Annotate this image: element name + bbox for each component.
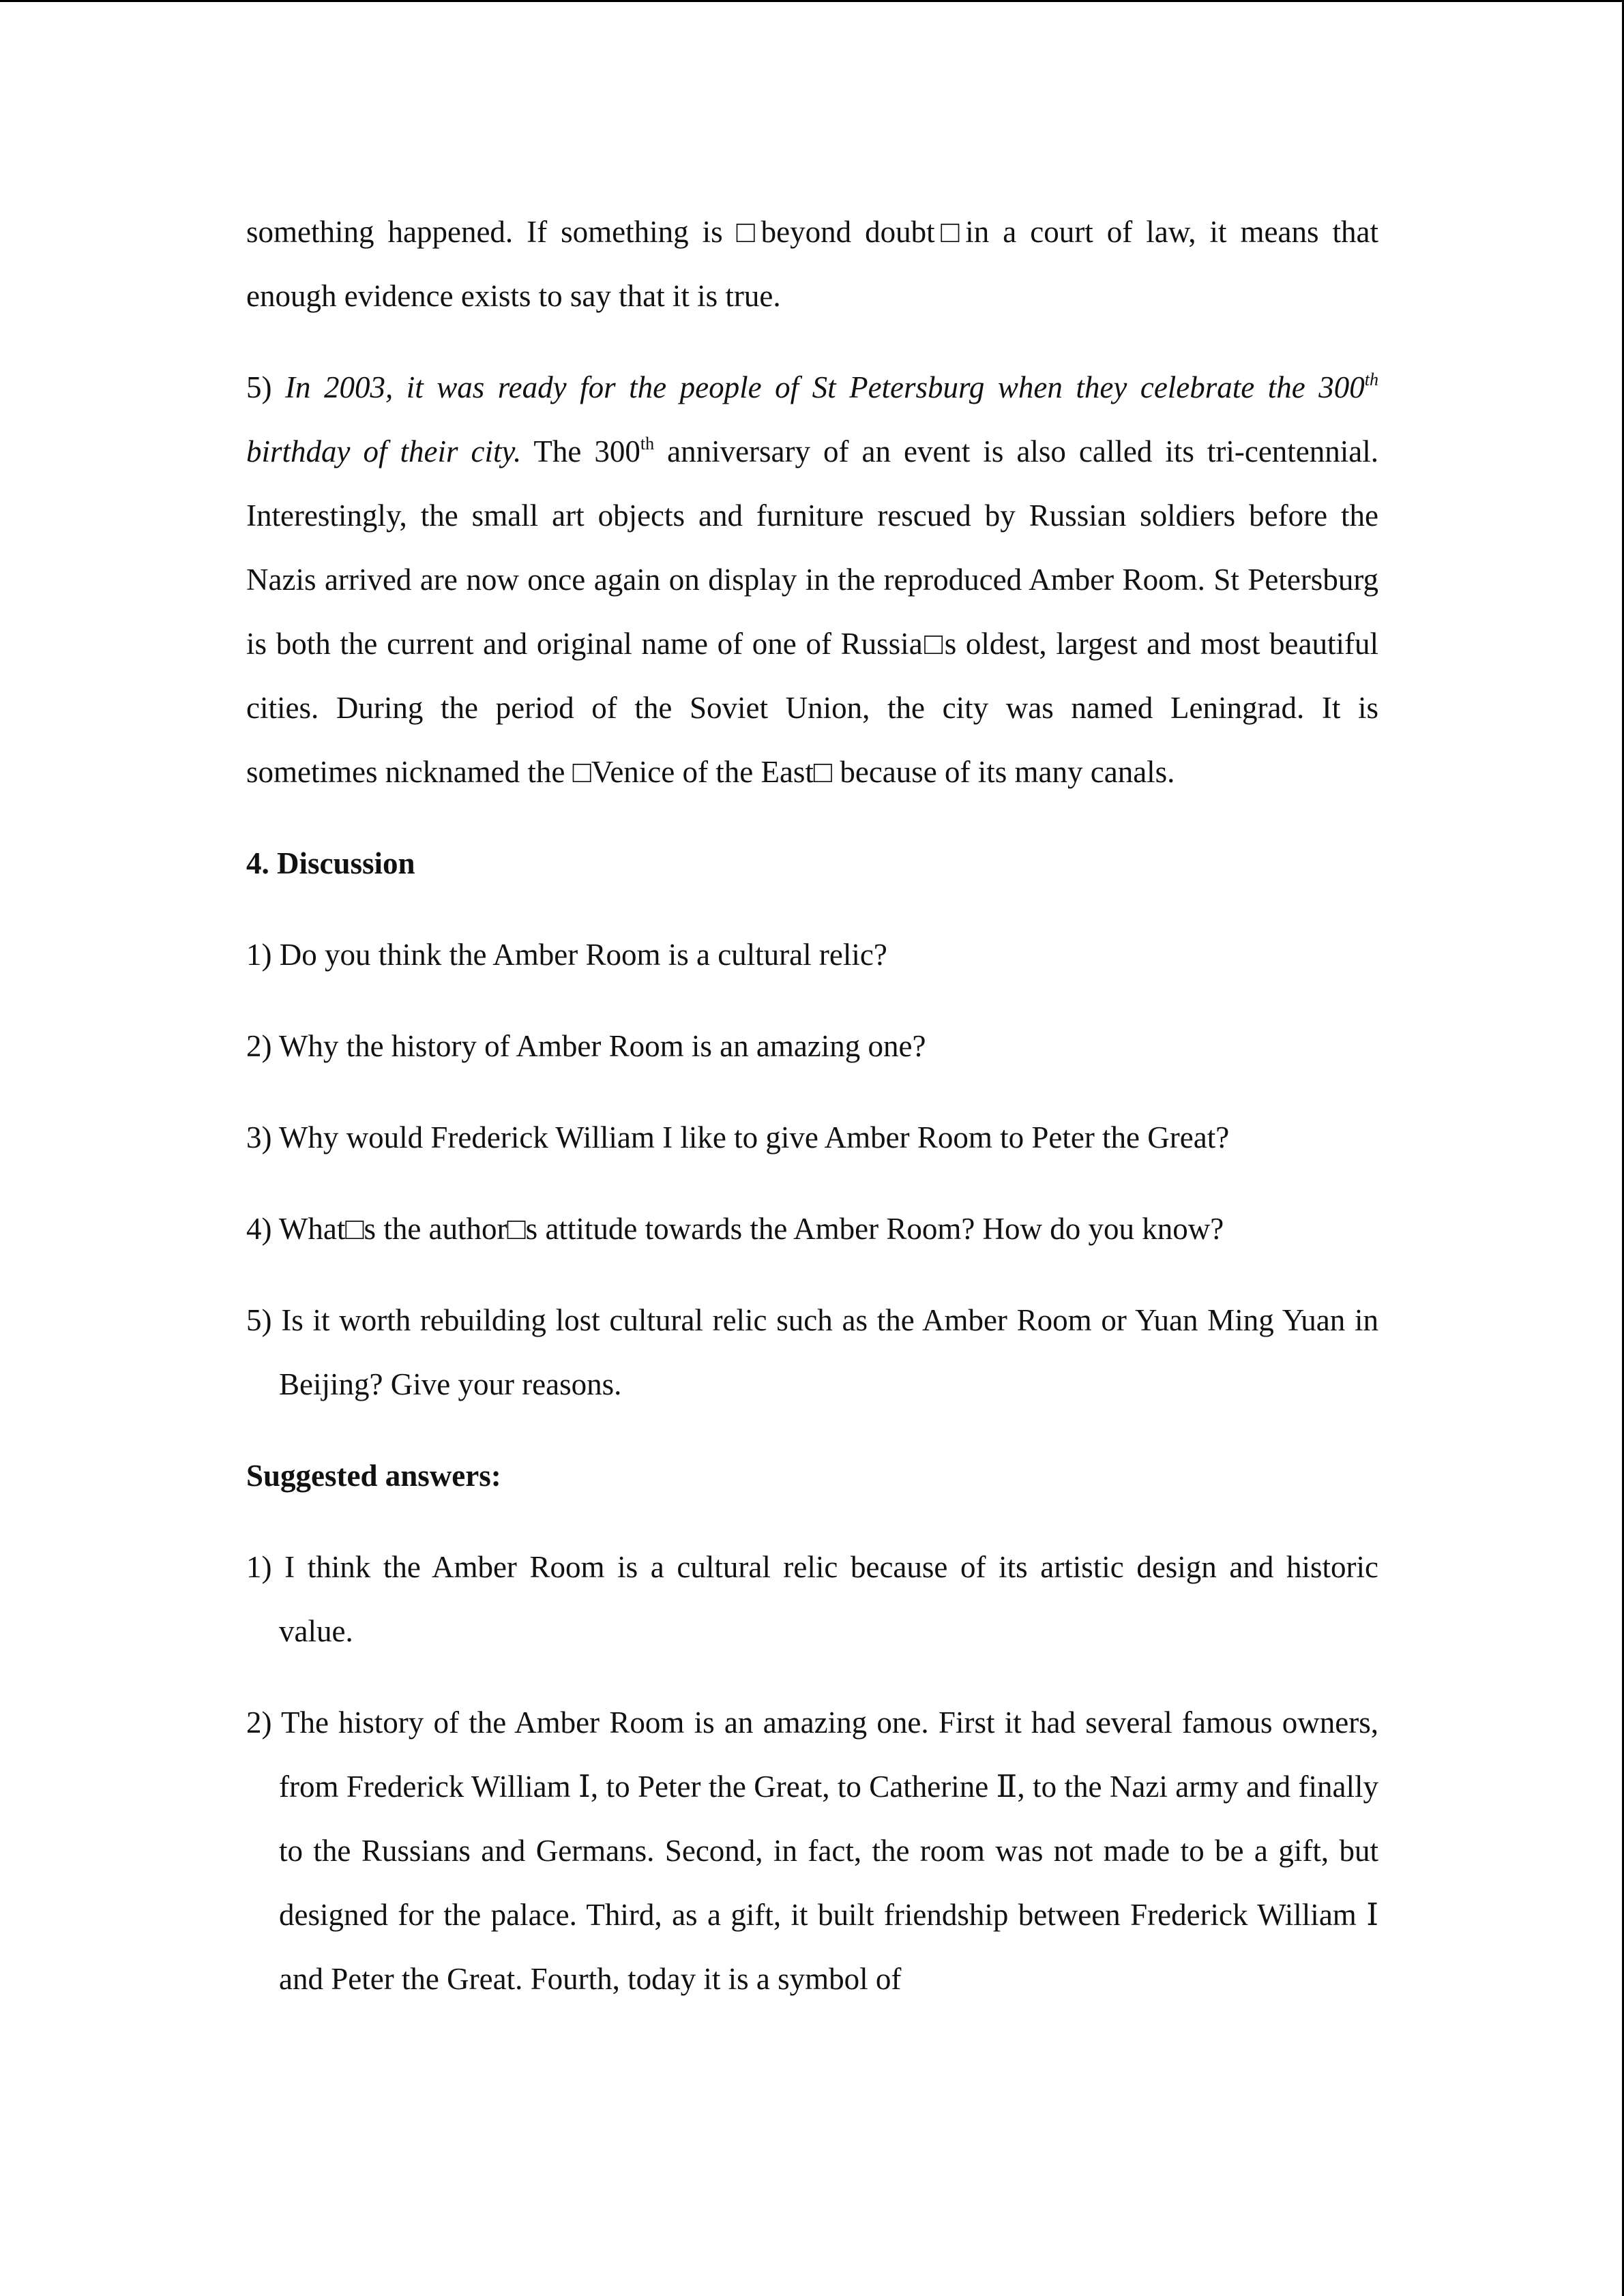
explanation-text: The 300 bbox=[521, 434, 640, 468]
suggested-answer-1: 1) I think the Amber Room is a cultural relic because of its artistic design and historic value. bbox=[246, 1550, 1378, 1648]
discussion-question-5: 5) Is it worth rebuilding lost cultural relic such as the Amber Room or Yuan Ming Yuan in Beijing? Give your reasons. bbox=[246, 1303, 1378, 1401]
quote-superscript: th bbox=[1364, 370, 1378, 389]
discussion-question-2: 2) Why the history of Amber Room is an amazing one? bbox=[246, 1029, 926, 1063]
discussion-question-1: 1) Do you think the Amber Room is a cultural relic? bbox=[246, 938, 887, 972]
quote-text: In 2003, it was ready for the people of St Petersburg when they celebrate the 300 bbox=[285, 370, 1365, 404]
quote-text-end: birthday of their city. bbox=[246, 434, 522, 468]
suggested-answers-heading: Suggested answers: bbox=[246, 1459, 501, 1493]
paragraph-item-5 bbox=[246, 355, 1378, 804]
item-label: 5) bbox=[246, 370, 285, 404]
suggested-answer-2: 2) The history of the Amber Room is an amazing one. First it had several famous owners, from Frederick William Ⅰ, to Peter the Great, to Catherine Ⅱ, to the Nazi army and finally to the Russians and Germans. Second, in fact, the room was not made to be a gift, but designed for the palace. Third, as a gift, it built friendship between Frederick William Ⅰ and Peter the Great. Fourth, today it is a symbol of bbox=[246, 1705, 1378, 1996]
discussion-question-3: 3) Why would Frederick William I like to give Amber Room to Peter the Great? bbox=[246, 1120, 1230, 1154]
explanation-text-end: anniversary of an event is also called its tri-centennial. Interestingly, the small art objects and furniture rescued by Russian soldiers before the Nazis arrived are now once again on display in the reproduced Amber Room. St Petersburg is both the current and original name of one of Russia□s oldest, largest and most beautiful cities. During the period of the Soviet Union, the city was named Leningrad. It is sometimes nicknamed the □Venice of the East□ because of its many canals. bbox=[246, 434, 1379, 789]
discussion-heading: 4. Discussion bbox=[246, 846, 415, 880]
explanation-superscript: th bbox=[640, 434, 655, 453]
page-content bbox=[246, 200, 1378, 2011]
paragraph-beyond-doubt: something happened. If something is □beyond doubt□in a court of law, it means that enough evidence exists to say that it is true. bbox=[246, 215, 1378, 313]
discussion-question-4: 4) What□s the author□s attitude towards the Amber Room? How do you know? bbox=[246, 1212, 1224, 1246]
